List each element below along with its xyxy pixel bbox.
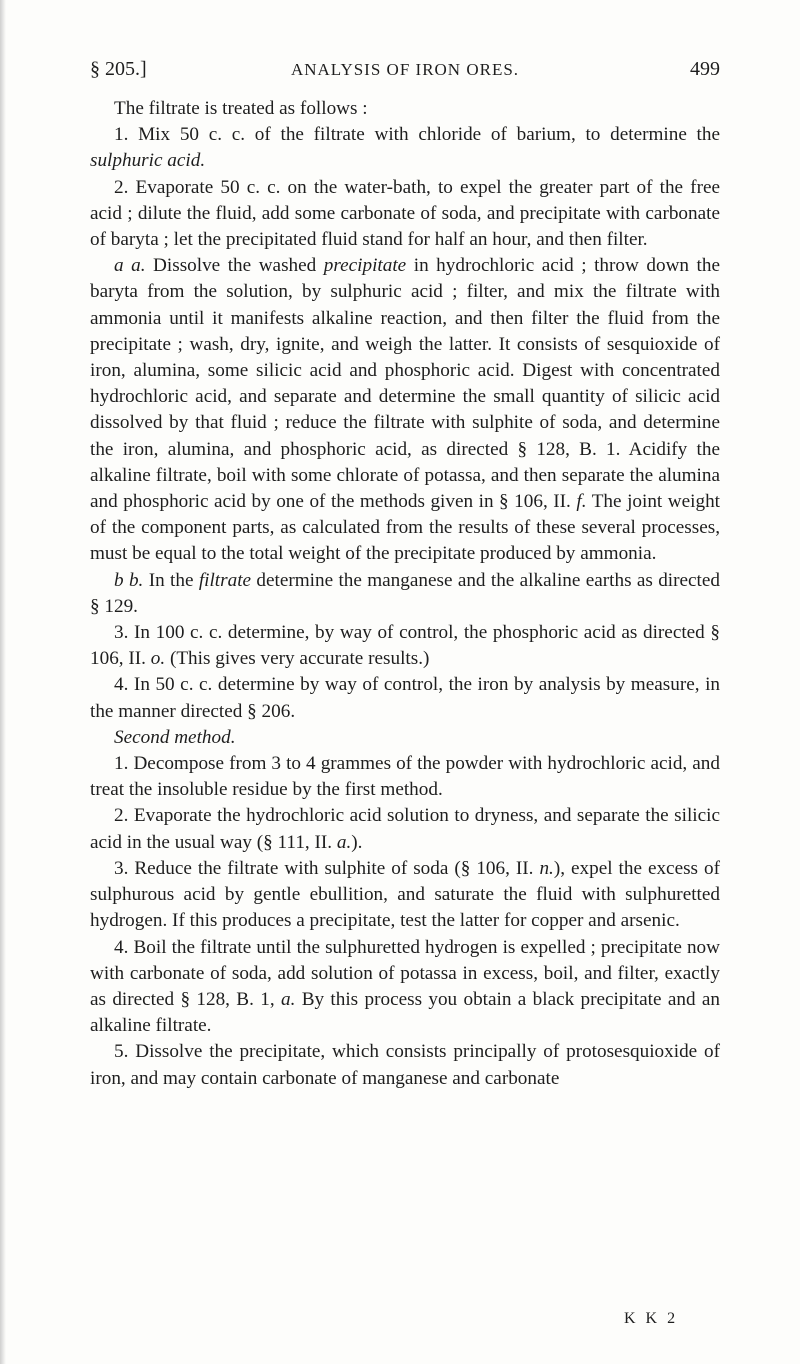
paragraph: [90, 856, 720, 935]
text-run: ).: [351, 831, 363, 853]
text-run: determine the manganese and the alkaline earths as directed § 129.: [90, 569, 721, 617]
section-reference: § 205.]: [90, 58, 147, 80]
text-run: 2. Evaporate 50 c. c. on the water-bath, to expel the greater part of the free acid ; dilute the fluid, add some carbonate of soda, and precipitate with carbonate of baryta ; let the precipitated fluid stand for half an hour, and then filter.: [90, 176, 720, 251]
text-run: 1. Mix 50 c. c. of the filtrate with chloride of barium, to determine the: [114, 124, 720, 146]
paragraph: [90, 175, 720, 254]
italic-run: a a.: [114, 255, 146, 277]
italic-run: Second method.: [114, 726, 236, 748]
text-run: The joint weight of the component parts, as calculated from the results of these several processes, must be equal to the total weight of the precipitate produced by ammonia.: [90, 491, 720, 565]
italic-run: b b.: [114, 569, 144, 591]
paragraph: [90, 568, 720, 620]
text-run: In the: [143, 569, 199, 591]
text-run: ), expel the excess of sulphurous acid by gentle ebullition, and saturate the fluid with sulphuretted hydrogen. If this produces a precipitate, test the latter for copper and arsenic.: [90, 857, 720, 932]
text-run: in hydrochloric acid ; throw down the baryta from the solution, by sulphuric acid ; filter, and mix the filtrate with ammonia until it manifests alkaline reaction, and then filter the fluid from the precipitate ; wash, dry, ignite, and weigh the latter. It consists of sesquioxide of iron, alumina, some silicic acid and phosphoric acid. Digest with concentrated hydrochloric acid, and separate and determine the small quantity of silicic acid dissolved by that fluid ; reduce the filtrate with sulphite of soda, and determine the iron, alumina, and phosphoric acid, as directed § 128, B. 1. Acidify the alkaline filtrate, boil with some chlorate of potassa, and then separate the alumina and phosphoric acid by one of the methods given in § 106, II.: [90, 255, 720, 513]
italic-run: o.: [150, 648, 166, 670]
paragraph: [90, 803, 720, 855]
text-run: Dissolve the washed: [145, 255, 324, 277]
italic-run: filtrate: [198, 569, 252, 591]
signature-mark: K K 2: [624, 1310, 679, 1327]
italic-run: precipitate: [323, 255, 407, 277]
text-run: 1. Decompose from 3 to 4 grammes of the powder with hydrochloric acid, and treat the insoluble residue by the first method.: [90, 753, 720, 801]
running-title: ANALYSIS OF IRON ORES.: [290, 60, 520, 79]
paragraph: [90, 96, 720, 122]
text-run: 4. In 50 c. c. determine by way of control, the iron by analysis by measure, in the manner directed § 206.: [90, 674, 720, 722]
italic-run: f.: [576, 491, 587, 513]
italic-run: a.: [280, 988, 296, 1010]
page-edge: [0, 0, 6, 1364]
text-run: By this process you obtain a black precipitate and an alkaline filtrate.: [90, 988, 720, 1037]
paragraph: [90, 672, 720, 724]
paragraph: [90, 751, 720, 803]
text-run: 5. Dissolve the precipitate, which consists principally of protosesquioxide of iron, and may contain carbonate of manganese and carbonate: [90, 1041, 720, 1089]
paragraph: [90, 620, 720, 672]
paragraph: [90, 1039, 720, 1091]
running-header: [90, 58, 720, 88]
body-text: [90, 96, 720, 1092]
italic-run: n.: [539, 857, 554, 879]
text-run: The filtrate is treated as follows :: [114, 98, 368, 119]
paragraph: [90, 935, 720, 1040]
paragraph: [90, 122, 720, 174]
italic-run: sulphuric acid.: [90, 150, 206, 172]
paragraph: [90, 725, 720, 751]
text-run: 3. In 100 c. c. determine, by way of control, the phosphoric acid as directed § 106, II.: [90, 622, 720, 670]
text-run: 2. Evaporate the hydrochloric acid solution to dryness, and separate the silicic acid in the usual way (§ 111, II.: [90, 805, 720, 853]
text-run: (This gives very accurate results.): [165, 648, 430, 670]
page-number: 499: [690, 58, 720, 80]
italic-run: a.: [336, 831, 352, 853]
text-run: 3. Reduce the filtrate with sulphite of soda (§ 106, II.: [114, 857, 540, 879]
text-run: 4. Boil the filtrate until the sulphuretted hydrogen is expelled ; precipitate now with carbonate of soda, add solution of potassa in excess, boil, and filter, exactly as directed § 128, B. 1,: [90, 936, 720, 1010]
paragraph: [90, 253, 720, 567]
